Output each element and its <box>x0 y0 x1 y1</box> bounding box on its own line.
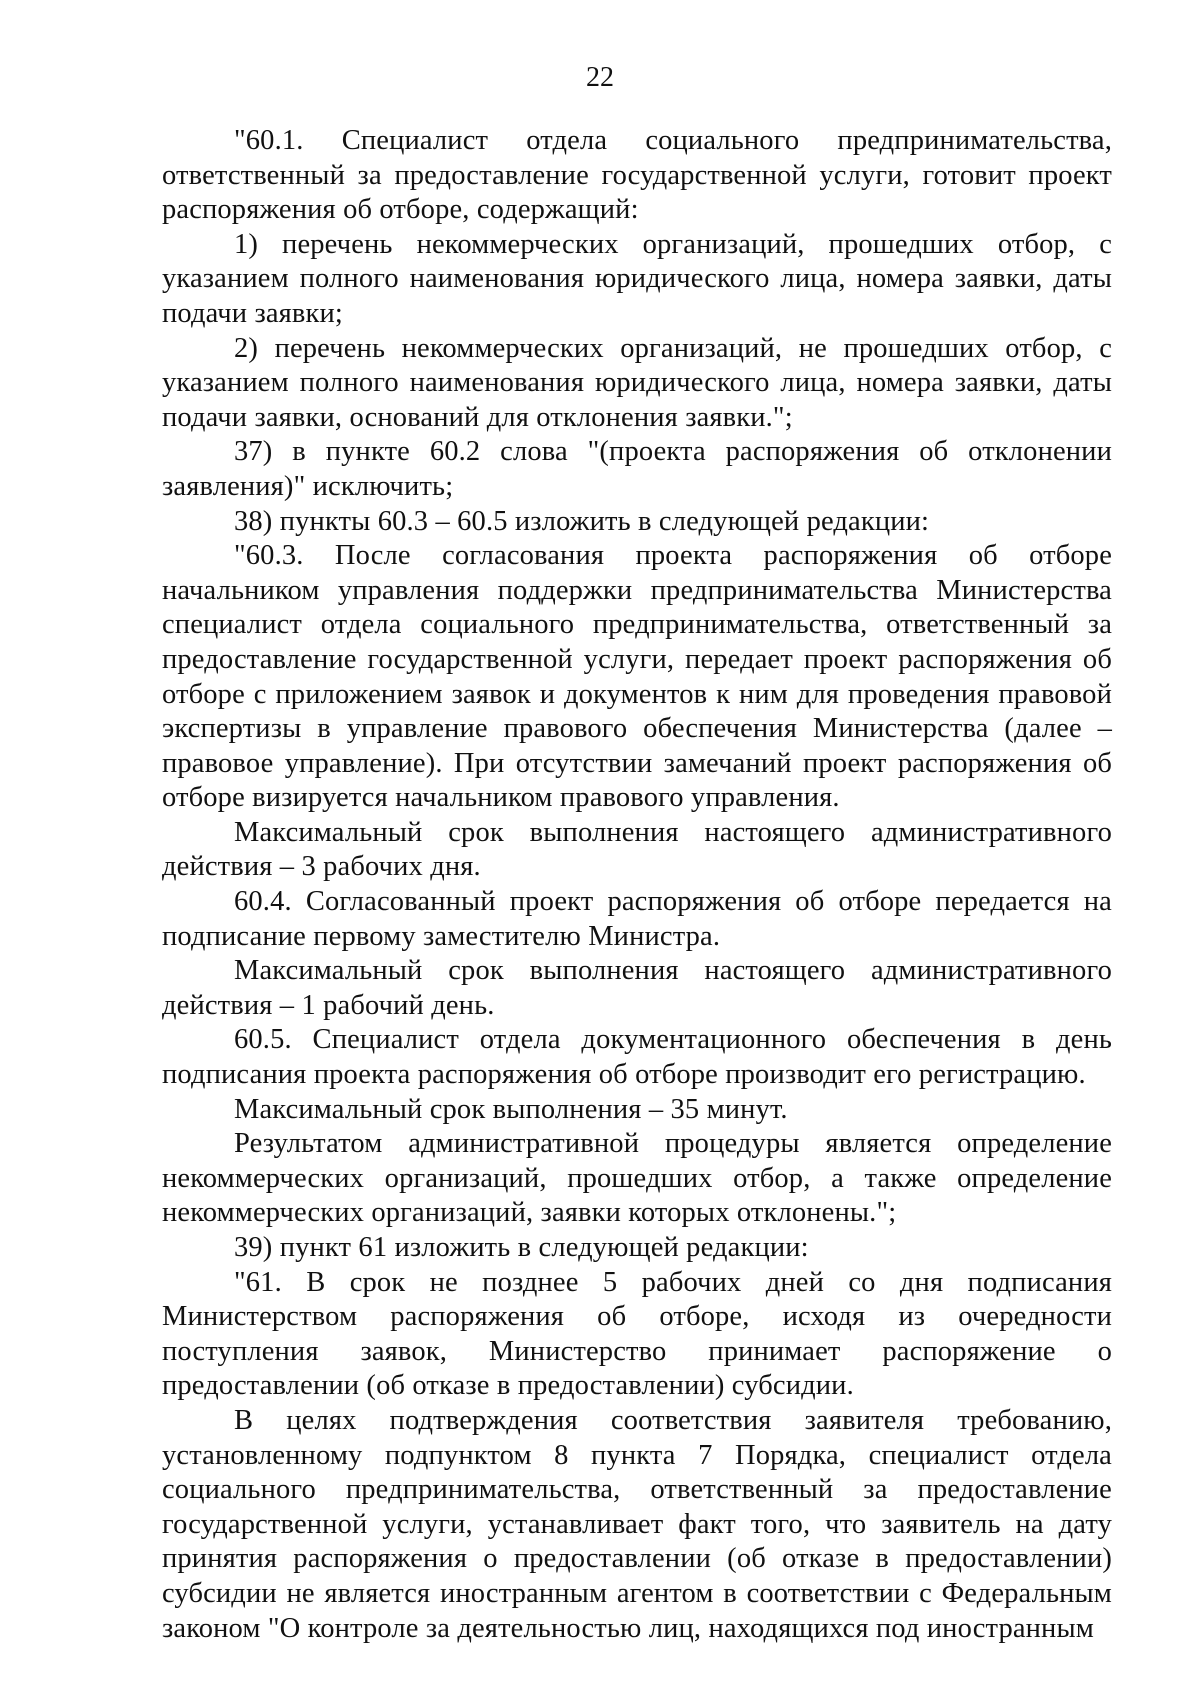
deadline-60-5: Максимальный срок выполнения – 35 минут. <box>234 1093 788 1125</box>
list-item-2: 2) перечень некоммерческих организаций, не прошедших отбор, с указанием полного наименования юридического лица, номера заявки, даты подачи заявки, оснований для отклонения заявки."; <box>162 332 1112 433</box>
amendment-37: 37) в пункте 60.2 слова "(проекта распоряжения об отклонении заявления)" исключить; <box>162 436 1112 502</box>
paragraph-60-1: "60.1. Специалист отдела социального предпринимательства, ответственный за предоставление государственной услуги, готовит проект распоряжения об отборе, содержащий: <box>162 125 1112 226</box>
procedure-result: Результатом административной процедуры является определение некоммерческих организаций, прошедших отбор, а также определение некоммерческих организаций, заявки которых отклонены."; <box>162 1128 1112 1229</box>
paragraph-60-4: 60.4. Согласованный проект распоряжения об отборе передается на подписание первому заместителю Министра. <box>162 886 1112 952</box>
paragraph-60-5: 60.5. Специалист отдела документационного обеспечения в день подписания проекта распоряжения об отборе производит его регистрацию. <box>162 1024 1112 1091</box>
paragraph-61: "61. В срок не позднее 5 рабочих дней со дня подписания Министерством распоряжения об отборе, исходя из очередности поступления заявок, Министерство принимает распоряжение о предоставлении (об отказе в предоставлении) субсидии. <box>162 1266 1112 1402</box>
amendment-38: 38) пункты 60.3 – 60.5 изложить в следующей редакции: <box>234 505 930 537</box>
deadline-60-4: Максимальный срок выполнения настоящего административного действия – 1 рабочий день. <box>162 955 1112 1021</box>
deadline-60-3: Максимальный срок выполнения настоящего административного действия – 3 рабочих дня. <box>162 816 1112 883</box>
list-item-1: 1) перечень некоммерческих организаций, прошедших отбор, с указанием полного наименования юридического лица, номера заявки, даты подачи заявки; <box>162 228 1112 329</box>
page-number: 22 <box>586 62 614 93</box>
paragraph-60-3: "60.3. После согласования проекта распоряжения об отборе начальником управления поддержки предпринимательства Министерства специалист отдела социального предпринимательства, ответственный за предоставление государственной услуги, передает проект распоряжения об отборе с приложением заявок и документов к ним для проведения правовой экспертизы в управление правового обеспечения Министерства (далее – правовое управление). При отсутствии замечаний проект распоряжения об отборе визируется начальником правового управления. <box>162 540 1112 814</box>
amendment-39: 39) пункт 61 изложить в следующей редакции: <box>234 1232 809 1263</box>
paragraph-61-continued: В целях подтверждения соответствия заявителя требованию, установленному подпунктом 8 пункта 7 Порядка, специалист отдела социального предпринимательства, ответственный за предоставление государственной услуги, устанавливает факт того, что заявитель на дату принятия распоряжения о предоставлении (об отказе в предоставлении) субсидии не является иностранным агентом в соответствии с Федеральным законом "О контроле за деятельностью лиц, находящихся под иностранным <box>162 1404 1112 1644</box>
document-body <box>162 124 1112 1646</box>
